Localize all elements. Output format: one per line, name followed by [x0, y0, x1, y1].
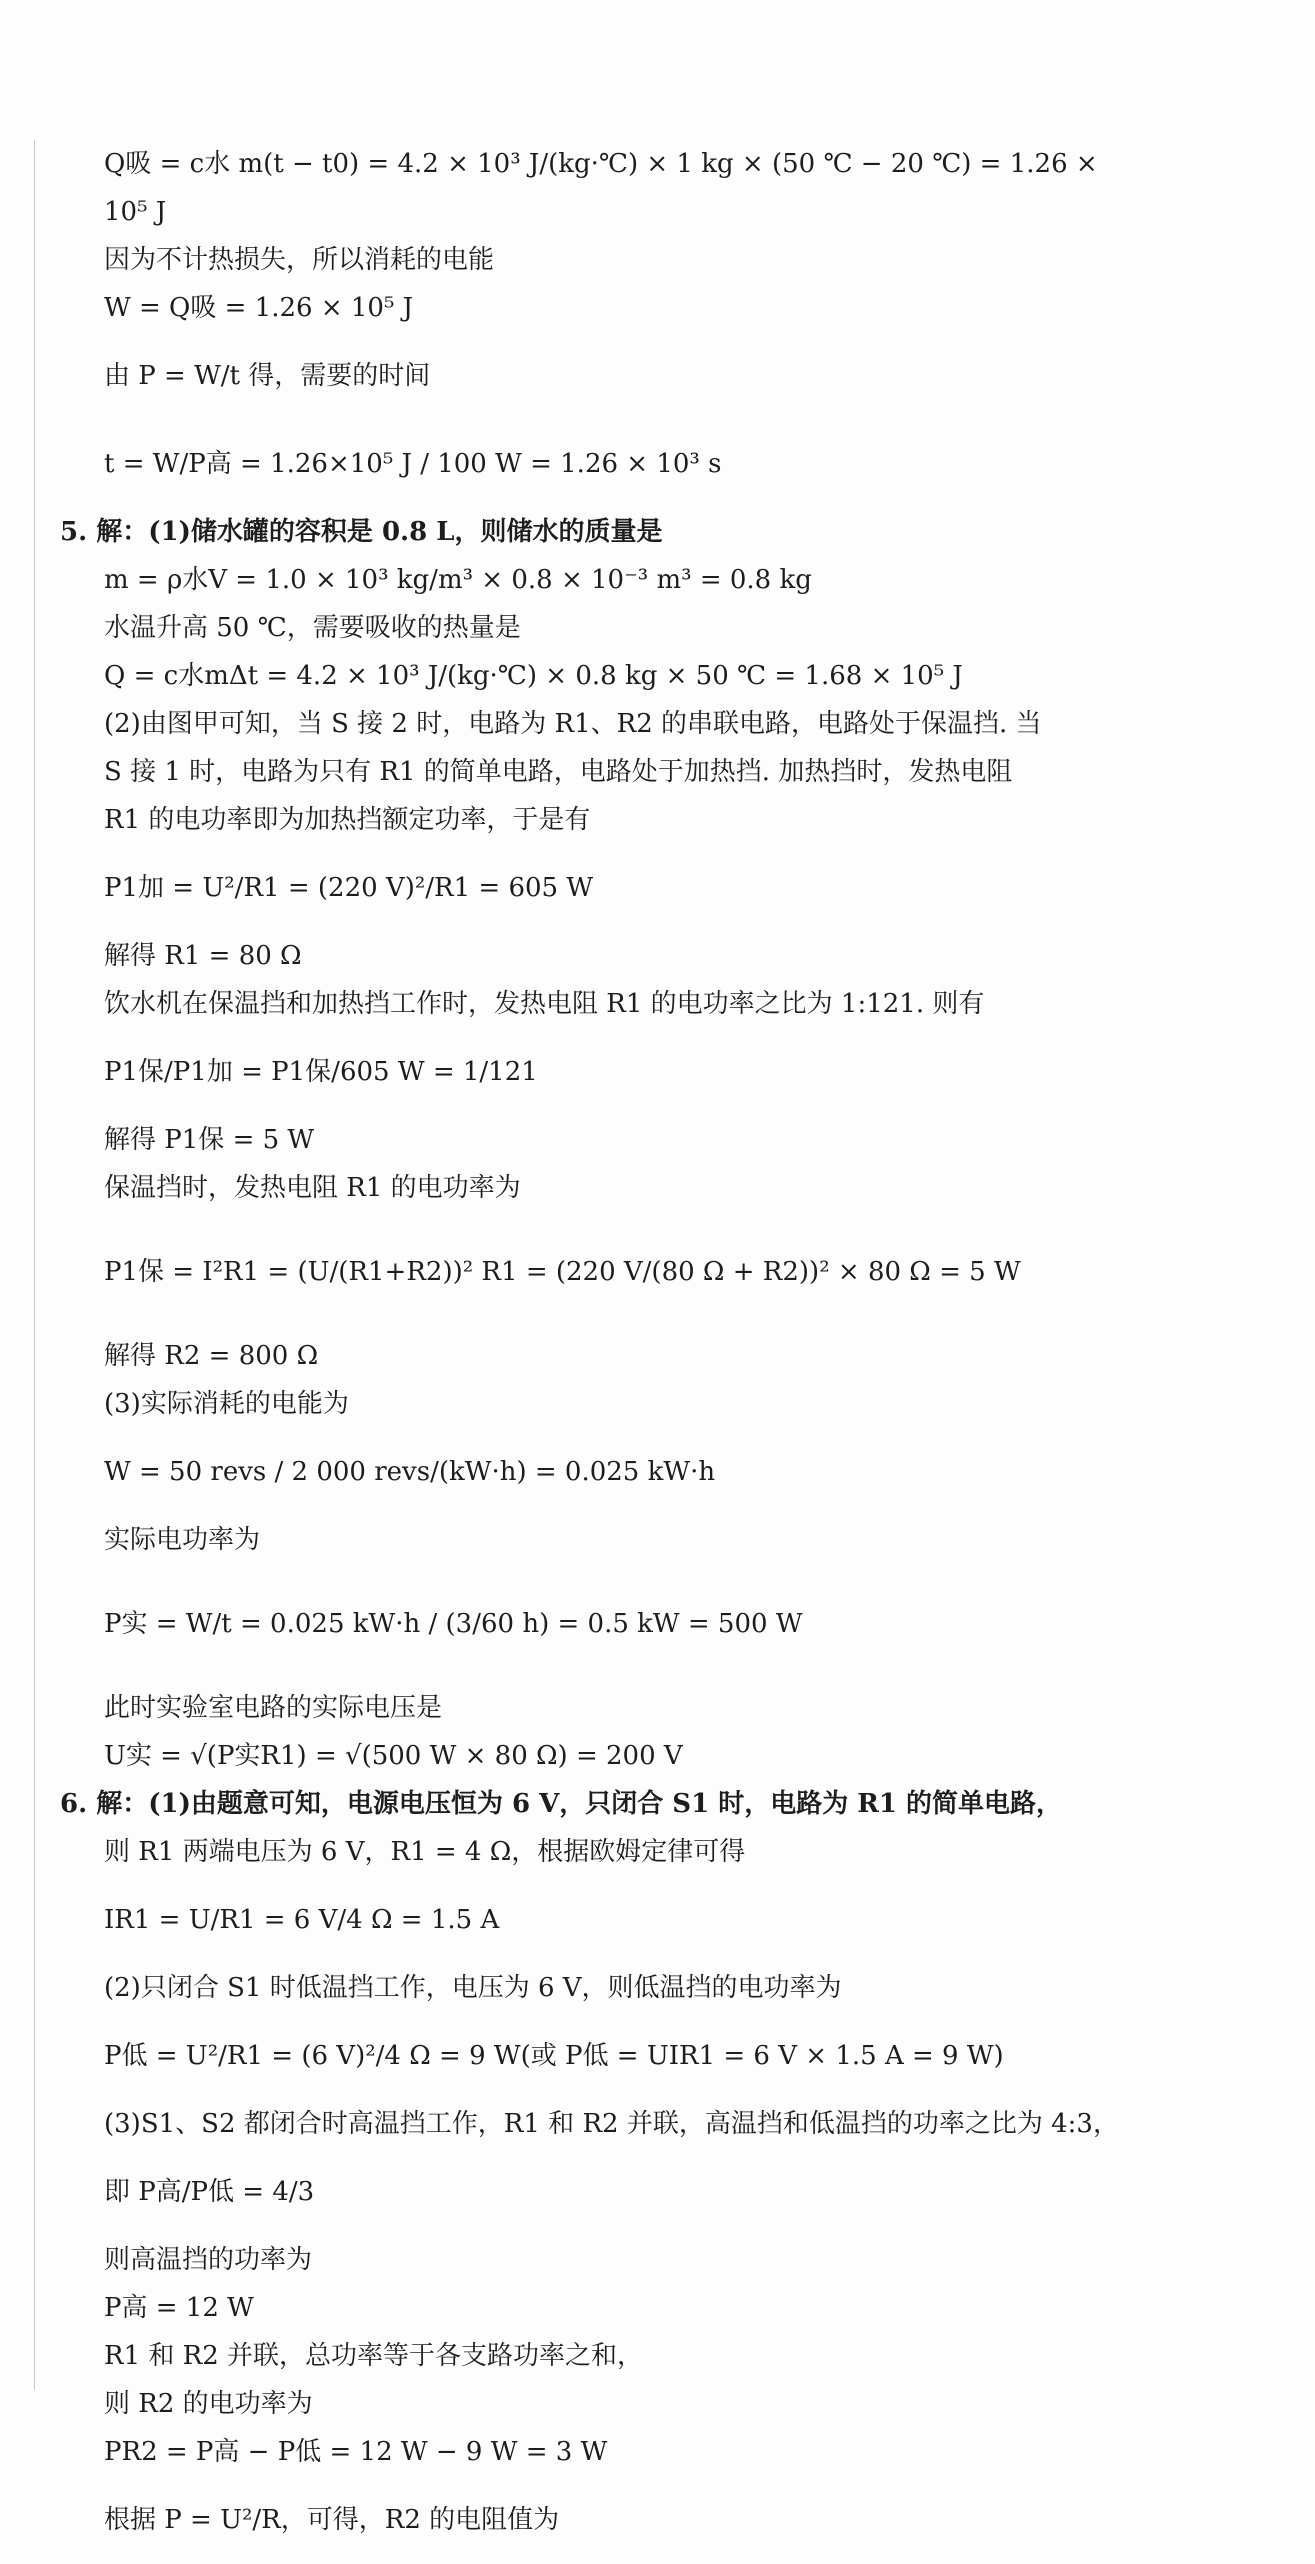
text-part-2c: R1 的电功率即为加热挡额定功率，于是有 — [104, 805, 591, 835]
margin-rule — [34, 140, 35, 2390]
text-actual-voltage: 此时实验室电路的实际电压是 — [104, 1693, 443, 1723]
problem-5-heading: 5. 解：(1)储水罐的容积是 0.8 L，则储水的质量是 — [60, 517, 663, 547]
eq-actual-energy: W = 50 revs / 2 000 revs/(kW·h) = 0.025 kW·h — [104, 1457, 716, 1487]
text-part-2b: S 接 1 时，电路为只有 R1 的简单电路，电路处于加热挡. 加热挡时，发热电阻 — [104, 757, 1013, 787]
eq-mass: m = ρ水V = 1.0 × 10³ kg/m³ × 0.8 × 10⁻³ m³ = 0.8 kg — [104, 565, 812, 595]
eq-high-power: P高 = 12 W — [104, 2293, 254, 2323]
eq-current: IR1 = U/R1 = 6 V/4 Ω = 1.5 A — [104, 1905, 500, 1935]
text-r2-resistance: 根据 P = U²/R，可得，R2 的电阻值为 — [104, 2505, 560, 2535]
text-low-temp: (2)只闭合 S1 时低温挡工作，电压为 6 V，则低温挡的电功率为 — [104, 1973, 842, 2003]
eq-heat-absorbed: Q吸 = c水 m(t − t0) = 4.2 × 10³ J/(kg·℃) × 1 kg × (50 ℃ − 20 ℃) = 1.26 × — [104, 149, 1098, 179]
text-part-3: (3)实际消耗的电能为 — [104, 1389, 349, 1419]
eq-r1: 解得 R1 = 80 Ω — [104, 941, 302, 971]
text-temp-rise: 水温升高 50 ℃，需要吸收的热量是 — [104, 613, 521, 643]
solution-text — [60, 140, 1270, 2564]
text-power-ratio: 饮水机在保温挡和加热挡工作时，发热电阻 R1 的电功率之比为 1:121. 则有 — [104, 989, 985, 1019]
text-actual-power: 实际电功率为 — [104, 1525, 261, 1555]
eq-heating-power: P1加 = U²/R1 = (220 V)²/R1 = 605 W — [104, 873, 594, 903]
eq-keep-warm-power: P1保 = I²R1 = (U/(R1+R2))² R1 = (220 V/(80 Ω + R2))² × 80 Ω = 5 W — [104, 1257, 1021, 1287]
eq-heat: Q = c水mΔt = 4.2 × 10³ J/(kg·℃) × 0.8 kg × 50 ℃ = 1.68 × 10⁵ J — [104, 661, 963, 691]
text-keep-warm-power: 保温挡时，发热电阻 R1 的电功率为 — [104, 1173, 521, 1203]
text-ohms-law: 则 R1 两端电压为 6 V，R1 = 4 Ω，根据欧姆定律可得 — [104, 1837, 746, 1867]
eq-actual-voltage: U实 = √(P实R1) = √(500 W × 80 Ω) = 200 V — [104, 1741, 683, 1771]
text-high-temp: (3)S1、S2 都闭合时高温挡工作，R1 和 R2 并联，高温挡和低温挡的功率之比为 4:3， — [104, 2109, 1119, 2139]
eq-actual-power: P实 = W/t = 0.025 kW·h / (3/60 h) = 0.5 kW = 500 W — [104, 1609, 803, 1639]
text-part-2a: (2)由图甲可知，当 S 接 2 时，电路为 R1、R2 的串联电路，电路处于保温挡. 当 — [104, 709, 1042, 739]
text-no-heat-loss: 因为不计热损失，所以消耗的电能 — [104, 245, 495, 275]
eq-p1-keep-warm: 解得 P1保 = 5 W — [104, 1125, 315, 1155]
eq-energy: W = Q吸 = 1.26 × 10⁵ J — [104, 293, 414, 323]
eq-r2: 解得 R2 = 800 Ω — [104, 1341, 319, 1371]
text-r2-power: 则 R2 的电功率为 — [104, 2389, 313, 2419]
problem-6-heading: 6. 解：(1)由题意可知，电源电压恒为 6 V，只闭合 S1 时，电路为 R1 的简单电路， — [60, 1789, 1063, 1819]
text-time-needed: 由 P = W/t 得，需要的时间 — [104, 361, 431, 391]
eq-power-ratio: P1保/P1加 = P1保/605 W = 1/121 — [104, 1057, 538, 1087]
text-parallel: R1 和 R2 并联，总功率等于各支路功率之和， — [104, 2341, 644, 2371]
eq-time: t = W/P高 = 1.26×10⁵ J / 100 W = 1.26 × 10³ s — [104, 449, 722, 479]
eq-low-power: P低 = U²/R1 = (6 V)²/4 Ω = 9 W(或 P低 = UIR1 = 6 V × 1.5 A = 9 W) — [104, 2041, 1004, 2071]
eq-heat-absorbed-cont: 10⁵ J — [104, 197, 167, 227]
text-high-power: 则高温挡的功率为 — [104, 2245, 313, 2275]
eq-r2-power: PR2 = P高 − P低 = 12 W − 9 W = 3 W — [104, 2437, 608, 2467]
eq-high-low-ratio: 即 P高/P低 = 4/3 — [104, 2177, 315, 2207]
